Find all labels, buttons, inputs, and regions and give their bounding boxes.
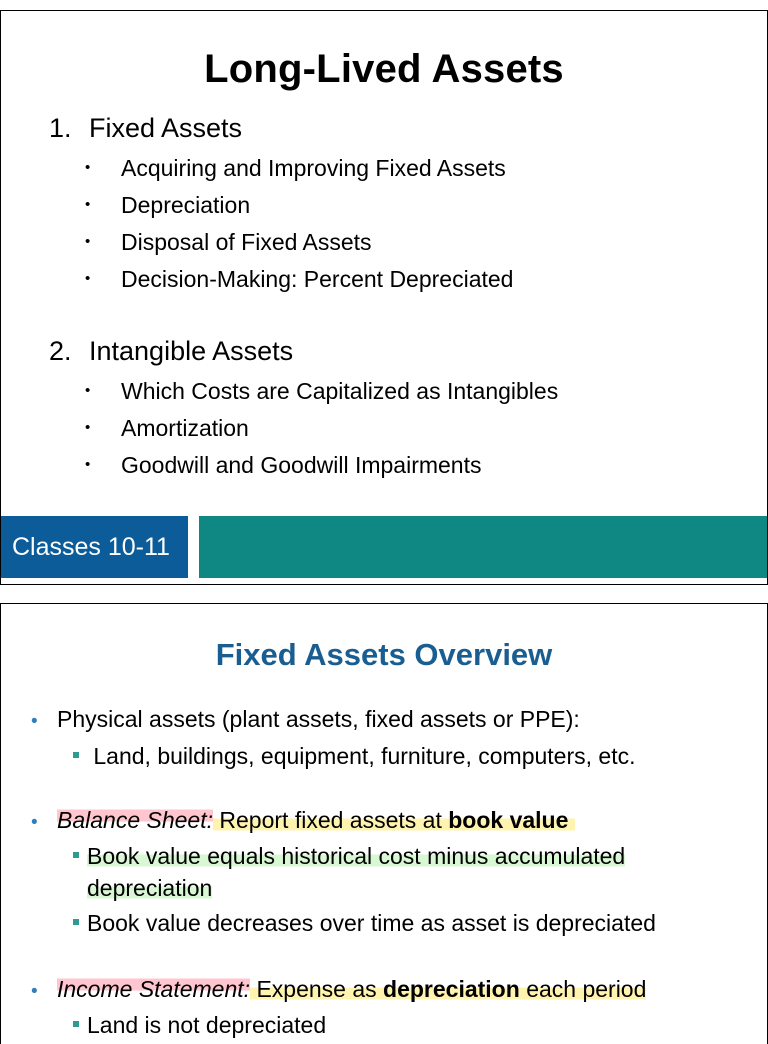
bullet-icon: • <box>85 456 91 474</box>
lead-term: Balance Sheet: <box>57 807 214 833</box>
list-item-text: Book value decreases over time as asset is depreciated <box>87 910 656 936</box>
list-item-text: Disposal of Fixed Assets <box>121 229 372 255</box>
list-item <box>85 452 482 479</box>
list-item-text: Physical assets (plant assets, fixed assets or PPE): <box>57 706 580 732</box>
slide-long-lived-assets <box>0 10 768 585</box>
sub-list-item <box>73 1012 326 1039</box>
square-bullet-icon <box>73 919 79 925</box>
list-item-text: Book value equals historical cost minus accumulated <box>87 843 626 869</box>
list-item <box>31 706 580 733</box>
slide-title: Fixed Assets Overview <box>215 637 553 672</box>
list-item-text: Expense as <box>256 976 377 1002</box>
bullet-icon: • <box>31 711 38 732</box>
footer-bar <box>199 516 767 578</box>
section-number: 2. <box>49 336 72 366</box>
list-item <box>85 229 372 256</box>
sub-list-item <box>73 910 656 937</box>
sub-list-item <box>73 843 625 870</box>
bullet-icon: • <box>31 812 38 833</box>
list-item <box>85 155 506 182</box>
sub-list-item <box>73 743 635 770</box>
bullet-icon: • <box>85 382 91 400</box>
section-intangible-assets <box>49 336 293 367</box>
emphasis: book value <box>448 807 569 833</box>
bullet-icon: • <box>85 270 91 288</box>
list-item <box>85 378 558 405</box>
bullet-icon: • <box>31 981 38 1002</box>
section-fixed-assets <box>49 113 242 144</box>
list-item <box>31 807 575 834</box>
list-item-text: depreciation <box>87 875 213 901</box>
footer-label: Classes 10-11 <box>1 516 188 578</box>
list-item <box>31 976 646 1003</box>
section-label: Fixed Assets <box>89 113 243 143</box>
list-item-text: Depreciation <box>121 192 251 218</box>
slide-fixed-assets-overview <box>0 603 768 1044</box>
square-bullet-icon <box>73 852 79 858</box>
list-item-text: Amortization <box>121 415 249 441</box>
list-item-text: Goodwill and Goodwill Impairments <box>121 452 482 478</box>
bullet-icon: • <box>85 159 91 177</box>
section-label: Intangible Assets <box>89 336 294 366</box>
list-item <box>85 415 249 442</box>
list-item-text: Land is not depreciated <box>87 1012 327 1038</box>
sub-list-item-continuation <box>87 875 212 902</box>
list-item <box>85 192 250 219</box>
emphasis: depreciation <box>383 976 520 1002</box>
list-item-text: Which Costs are Capitalized as Intangibles <box>121 378 559 404</box>
list-item-text: Decision-Making: Percent Depreciated <box>121 266 514 292</box>
list-item-tail: each period <box>526 976 647 1002</box>
list-item-text: Acquiring and Improving Fixed Assets <box>121 155 506 181</box>
list-item-text: Land, buildings, equipment, furniture, computers, etc. <box>93 743 636 769</box>
lead-term: Income Statement: <box>57 976 251 1002</box>
slide-title: Long-Lived Assets <box>204 47 564 91</box>
list-item-text: Report fixed assets at <box>219 807 442 833</box>
list-item <box>85 266 513 293</box>
bullet-icon: • <box>85 419 91 437</box>
bullet-icon: • <box>85 233 91 251</box>
section-number: 1. <box>49 113 72 143</box>
bullet-icon: • <box>85 196 91 214</box>
square-bullet-icon <box>73 752 79 758</box>
